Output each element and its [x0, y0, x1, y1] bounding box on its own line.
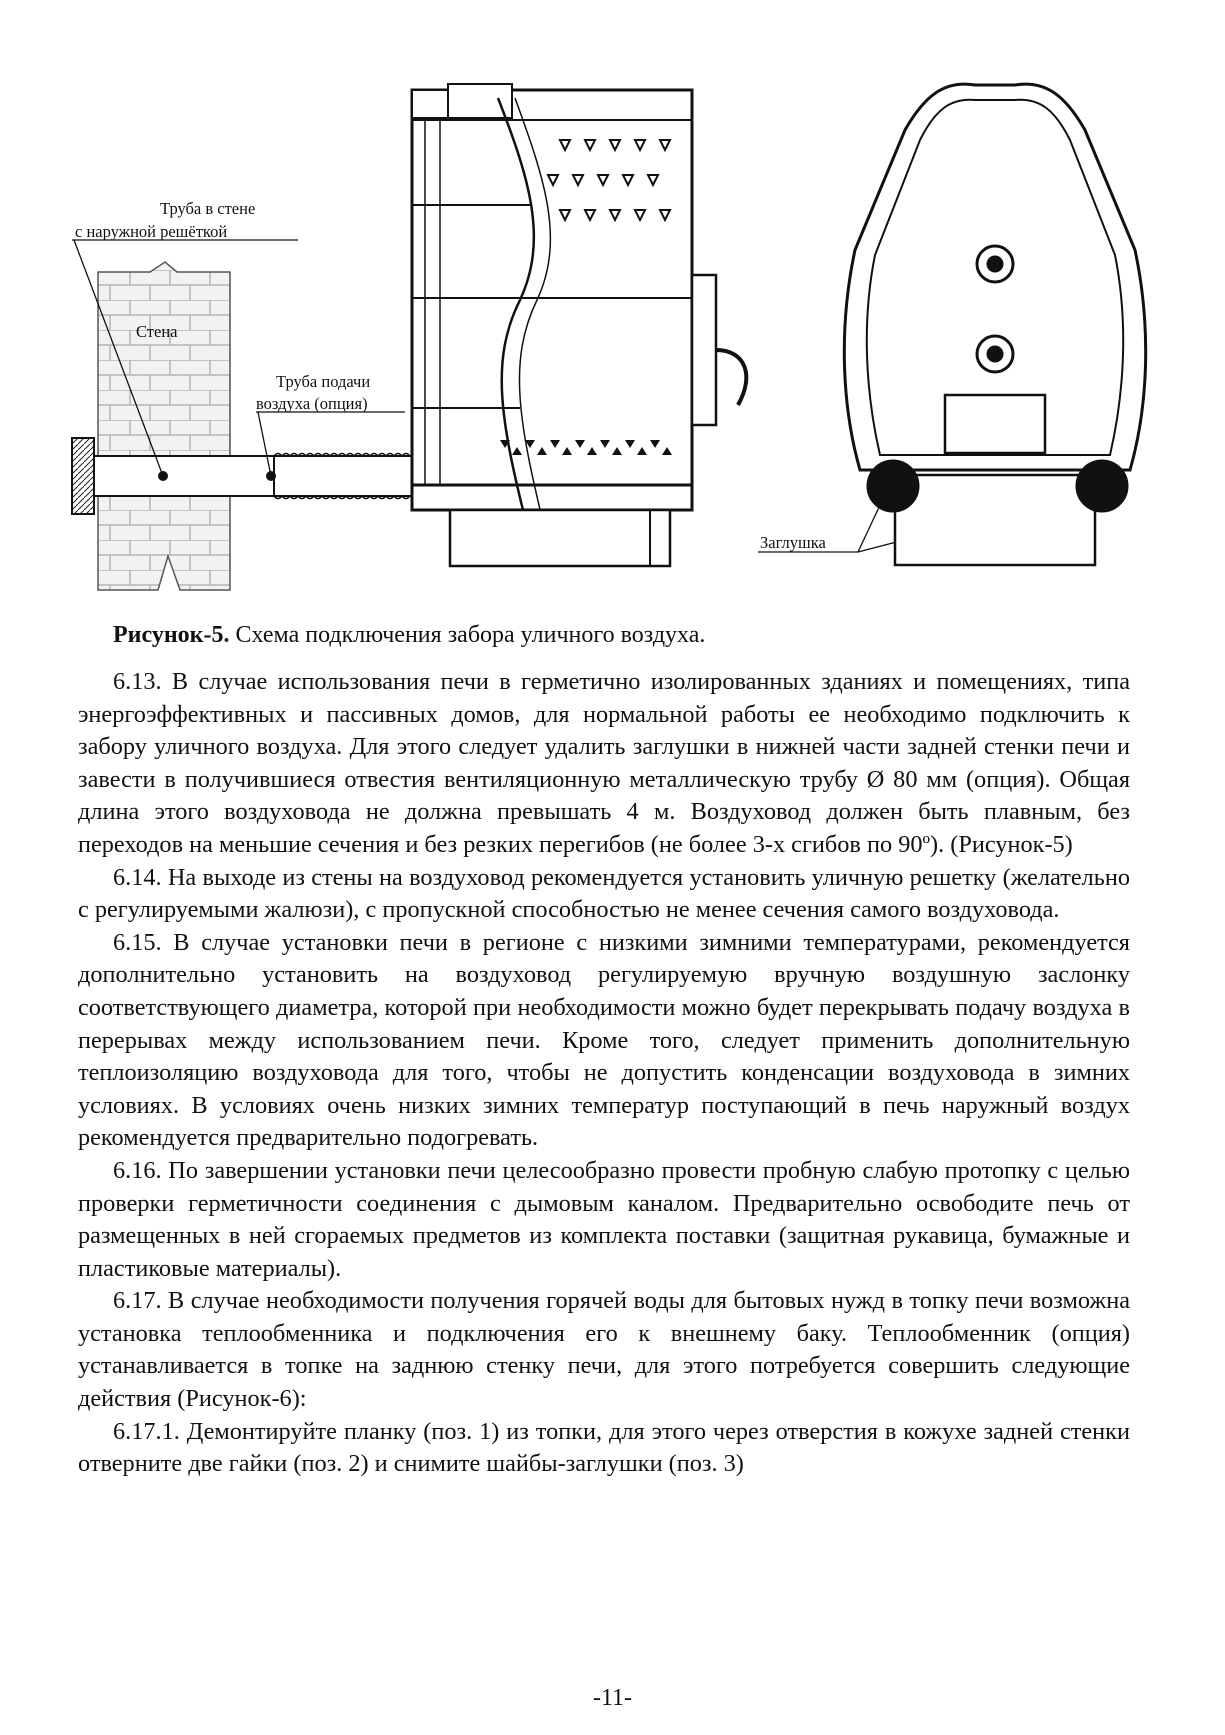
- label-plug: Заглушка: [760, 533, 826, 552]
- brick-wall: [98, 262, 230, 590]
- paragraph-6-13: 6.13. В случае использования печи в герметично изолированных зданиях и помещениях, типа энергоэффективных и пассивных домов, для нормальной работы ее необходимо подключить к забору уличного воздуха. Для этого следует удалить заглушки в нижней части задней стенки печи и завести в получившиеся отвестия вентиляционную металлическую трубу Ø 80 мм (опция). Общая длина этого воздуховода не должна превышать 4 м. Воздуховод должен быть плавным, без переходов на меньшие сечения и без резких перегибов (не более 3-х сгибов по 90º). (Рисунок-5): [78, 668, 1130, 858]
- page-number: -11-: [592, 1685, 633, 1711]
- paragraph-6-17-1: 6.17.1. Демонтируйте планку (поз. 1) из топки, для этого через отверстия в кожухе задней стенки отверните две гайки (поз. 2) и снимите шайбы-заглушки (поз. 3): [78, 1417, 1130, 1478]
- label-supply-pipe-1: Труба подачи: [276, 372, 371, 391]
- figure-caption: [113, 622, 705, 649]
- pipe-in-wall: [94, 456, 274, 496]
- label-pipe-in-wall-2: с наружной решёткой: [75, 222, 228, 241]
- plug-right: [1076, 460, 1128, 512]
- stove-side-section: [412, 84, 746, 566]
- label-pipe-in-wall-1: Труба в стене: [160, 199, 256, 218]
- paragraph-6-14: 6.14. На выходе из стены на воздуховод рекомендуется установить уличную решетку (желательно с регулируемыми жалюзи), с пропускной способностью не менее сечения самого воздуховода.: [78, 863, 1130, 924]
- outer-grille: [72, 438, 94, 514]
- body-text: [78, 666, 1130, 1481]
- paragraph-6-17: 6.17. В случае необходимости получения горячей воды для бытовых нужд в топку печи возможна установка теплообменника и подключения его к внешнему баку. Теплообменник (опция) устанавливается в топке на заднюю стенку печи, для этого потребуется совершить следующие действия (Рисунок-6):: [78, 1287, 1130, 1413]
- paragraph-6-16: 6.16. По завершении установки печи целесообразно провести пробную слабую протопку с целью проверки герметичности соединения с дымовым каналом. Предварительно освободите печь от размещенных в ней сгораемых предметов из комплекта поставки (защитная рукавица, бумажные и пластиковые материалы).: [78, 1156, 1130, 1282]
- caption-label: Рисунок-5.: [113, 622, 230, 648]
- caption-text: Схема подключения забора уличного воздуха.: [229, 622, 706, 648]
- label-supply-pipe-2: воздуха (опция): [256, 394, 368, 413]
- stove-door: [692, 275, 746, 425]
- air-supply-pipe: [266, 454, 414, 499]
- plug-left: [867, 460, 919, 512]
- stove-rear-view: [844, 84, 1145, 565]
- paragraph-6-15: 6.15. В случае установки печи в регионе с низкими зимними температурами, рекомендуется дополнительно установить на воздуховод регулируемую вручную воздушную заслонку соответствующего диаметра, которой при необходимости можно будет перекрывать подачу воздуха в перерывах между использованием печи. Кроме того, следует применить дополнительную теплоизоляцию воздуховода для того, чтобы не допустить конденсации воздуховода в зимних условиях. В условиях очень низких зимних температур поступающий в печь наружный воздух рекомендуется предварительно подогревать.: [78, 928, 1130, 1152]
- label-wall: Стена: [136, 322, 178, 341]
- figure-5-diagram: [0, 0, 1225, 600]
